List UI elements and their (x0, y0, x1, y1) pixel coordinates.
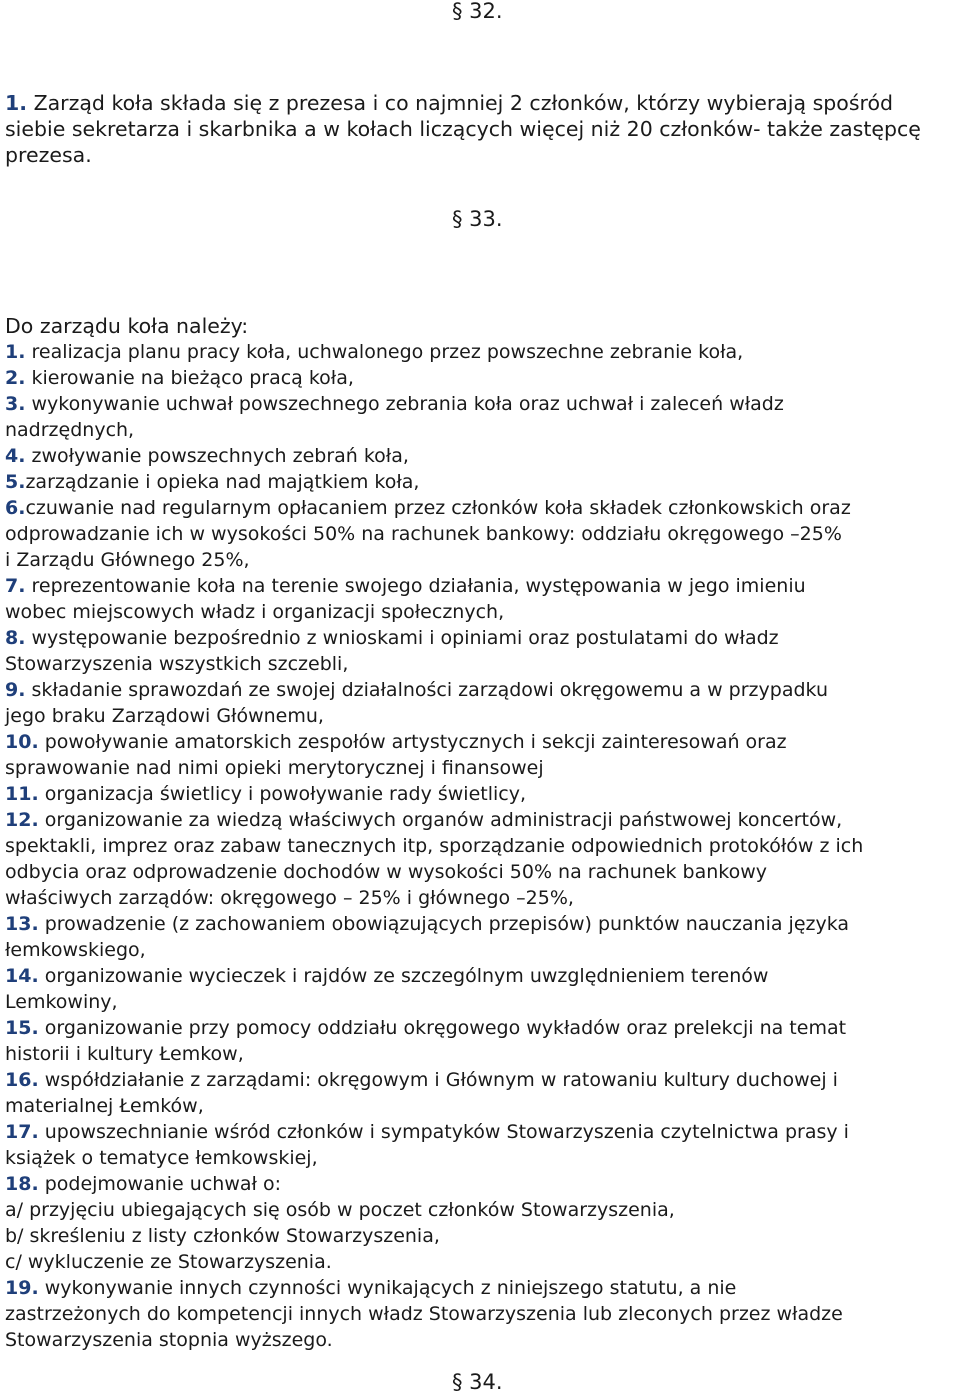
list-item-text: składanie sprawozdań ze swojej działalności zarządowi okręgowemu a w przypadku (25, 679, 828, 701)
list-item-text: i Zarządu Głównego 25%, (5, 549, 250, 571)
list-item-line (5, 495, 960, 521)
list-item-line (5, 469, 960, 495)
list-item-number: 19. (5, 1277, 39, 1299)
list-item-number: 16. (5, 1069, 39, 1091)
list-item (5, 781, 960, 807)
list-item (5, 339, 960, 365)
list-item-number: 3. (5, 393, 26, 415)
section-33-intro: Do zarządu koła należy: (5, 314, 249, 338)
list-item (5, 365, 960, 391)
list-item-line (5, 833, 960, 859)
list-item-text: występowanie bezpośrednio z wnioskami i opiniami oraz postulatami do władz (25, 627, 779, 649)
list-item-line (5, 1015, 960, 1041)
list-item-line (5, 755, 960, 781)
list-item-text: zarządzanie i opieka nad majątkiem koła, (25, 471, 420, 493)
list-item-line (5, 703, 960, 729)
list-item (5, 677, 960, 729)
paragraph-number: 1. (5, 91, 28, 115)
list-item-number: 11. (5, 783, 39, 805)
list-item-line (5, 625, 960, 651)
list-item-number: 14. (5, 965, 39, 987)
list-item-text: materialnej Łemków, (5, 1095, 204, 1117)
list-item-text: Lemkowiny, (5, 991, 118, 1013)
list-item-number: 1. (5, 341, 26, 363)
list-item-line (5, 339, 960, 365)
list-item-line (5, 1249, 960, 1275)
list-item-line (5, 1041, 960, 1067)
list-item-number: 18. (5, 1173, 39, 1195)
list-item-number: 2. (5, 367, 26, 389)
list-item-text: czuwanie nad regularnym opłacaniem przez członków koła składek członkowskich oraz (25, 497, 851, 519)
list-item-text: prowadzenie (z zachowaniem obowiązujących przepisów) punktów nauczania języka (38, 913, 850, 935)
list-item-text: historii i kultury Łemkow, (5, 1043, 244, 1065)
list-item (5, 911, 960, 963)
list-item-line (5, 573, 960, 599)
list-item-text: organizowanie wycieczek i rajdów ze szczególnym uwzględnieniem terenów (38, 965, 769, 987)
list-item-number: 8. (5, 627, 26, 649)
list-item-line (5, 885, 960, 911)
list-item-line (5, 911, 960, 937)
list-item-text: organizowanie za wiedzą właściwych organów administracji państwowej koncertów, (38, 809, 843, 831)
list-item-text: zastrzeżonych do kompetencji innych władz Stowarzyszenia lub zleconych przez władze (5, 1303, 843, 1325)
list-item-text: c/ wykluczenie ze Stowarzyszenia. (5, 1251, 332, 1273)
list-item-line (5, 807, 960, 833)
list-item-number: 10. (5, 731, 39, 753)
list-item (5, 729, 960, 781)
list-item-line (5, 1067, 960, 1093)
list-item (5, 1015, 960, 1067)
section-heading-33: § 33. (452, 207, 503, 231)
list-item-line (5, 1275, 960, 1301)
paragraph-line: prezesa. (5, 143, 92, 167)
list-item-line (5, 417, 960, 443)
list-item (5, 1119, 960, 1171)
list-item (5, 963, 960, 1015)
list-item-number: 5. (5, 471, 26, 493)
list-item-line (5, 443, 960, 469)
list-item-text: sprawowanie nad nimi opieki merytorycznej i finansowej (5, 757, 544, 779)
paragraph-line (5, 90, 960, 116)
list-item-text: jego braku Zarządowi Głównemu, (5, 705, 324, 727)
list-item-text: spektakli, imprez oraz zabaw tanecznych itp, sporządzanie odpowiednich protokółów z ich (5, 835, 864, 857)
list-item-line (5, 859, 960, 885)
list-item-number: 9. (5, 679, 26, 701)
list-item-text: reprezentowanie koła na terenie swojego działania, występowania w jego imieniu (25, 575, 806, 597)
list-item (5, 469, 960, 495)
section-heading-32: § 32. (452, 0, 503, 23)
list-item-number: 7. (5, 575, 26, 597)
section-heading-34: § 34. (452, 1370, 503, 1394)
list-item-text: książek o tematyce łemkowskiej, (5, 1147, 318, 1169)
list-item-text: Stowarzyszenia wszystkich szczebli, (5, 653, 349, 675)
list-item (5, 443, 960, 469)
list-item-line (5, 677, 960, 703)
paragraph-32-1 (5, 90, 960, 168)
list-item (5, 573, 960, 625)
list-item-line (5, 599, 960, 625)
paragraph-text: Zarząd koła składa się z prezesa i co najmniej 2 członków, którzy wybierają spośród (27, 91, 894, 115)
list-item-text: właściwych zarządów: okręgowego – 25% i głównego –25%, (5, 887, 574, 909)
list-item-number: 6. (5, 497, 26, 519)
list-item-text: wykonywanie uchwał powszechnego zebrania koła oraz uchwał i zaleceń władz (25, 393, 784, 415)
list-item-number: 17. (5, 1121, 39, 1143)
list-item-text: podejmowanie uchwał o: (38, 1173, 281, 1195)
list-item-line (5, 1327, 960, 1353)
list-item-line (5, 1197, 960, 1223)
list-item-text: b/ skreśleniu z listy członków Stowarzyszenia, (5, 1225, 440, 1247)
list-item (5, 1275, 960, 1353)
list-item-text: łemkowskiego, (5, 939, 146, 961)
list-item-line (5, 1145, 960, 1171)
list-item-text: organizowanie przy pomocy oddziału okręgowego wykładów oraz prelekcji na temat (38, 1017, 847, 1039)
list-item-line (5, 729, 960, 755)
list-item (5, 1171, 960, 1275)
list-item-line (5, 1223, 960, 1249)
list-item-text: powoływanie amatorskich zespołów artystycznych i sekcji zainteresowań oraz (38, 731, 787, 753)
list-item-text: organizacja świetlicy i powoływanie rady świetlicy, (38, 783, 526, 805)
list-item (5, 391, 960, 443)
list-item (5, 625, 960, 677)
list-item-text: wykonywanie innych czynności wynikających z niniejszego statutu, a nie (38, 1277, 737, 1299)
list-item-line (5, 521, 960, 547)
list-item-line (5, 1093, 960, 1119)
list-item-text: Stowarzyszenia stopnia wyższego. (5, 1329, 333, 1351)
paragraph-line: siebie sekretarza i skarbnika a w kołach liczących więcej niż 20 członków- także zastępcę (5, 117, 921, 141)
list-item-line (5, 1171, 960, 1197)
list-item-line (5, 781, 960, 807)
list-item-line (5, 365, 960, 391)
list-item-text: zwoływanie powszechnych zebrań koła, (25, 445, 409, 467)
list-item-number: 13. (5, 913, 39, 935)
list-item-text: nadrzędnych, (5, 419, 135, 441)
list-item-number: 4. (5, 445, 26, 467)
list-item-text: a/ przyjęciu ubiegających się osób w poczet członków Stowarzyszenia, (5, 1199, 675, 1221)
duties-list (5, 339, 960, 1353)
list-item-text: odbycia oraz odprowadzenie dochodów w wysokości 50% na rachunek bankowy (5, 861, 768, 883)
list-item-line (5, 1119, 960, 1145)
list-item-line (5, 547, 960, 573)
list-item-line (5, 989, 960, 1015)
list-item-text: wobec miejscowych władz i organizacji społecznych, (5, 601, 505, 623)
list-item-text: upowszechnianie wśród członków i sympatyków Stowarzyszenia czytelnictwa prasy i (38, 1121, 849, 1143)
list-item-line (5, 963, 960, 989)
list-item-number: 12. (5, 809, 39, 831)
list-item-text: kierowanie na bieżąco pracą koła, (25, 367, 354, 389)
list-item (5, 1067, 960, 1119)
list-item-line (5, 391, 960, 417)
list-item (5, 807, 960, 911)
list-item-line (5, 937, 960, 963)
list-item (5, 495, 960, 573)
list-item-number: 15. (5, 1017, 39, 1039)
list-item-text: współdziałanie z zarządami: okręgowym i Głównym w ratowaniu kultury duchowej i (38, 1069, 838, 1091)
list-item-line (5, 1301, 960, 1327)
list-item-text: odprowadzanie ich w wysokości 50% na rachunek bankowy: oddziału okręgowego –25% (5, 523, 842, 545)
list-item-line (5, 651, 960, 677)
list-item-text: realizacja planu pracy koła, uchwalonego przez powszechne zebranie koła, (25, 341, 744, 363)
